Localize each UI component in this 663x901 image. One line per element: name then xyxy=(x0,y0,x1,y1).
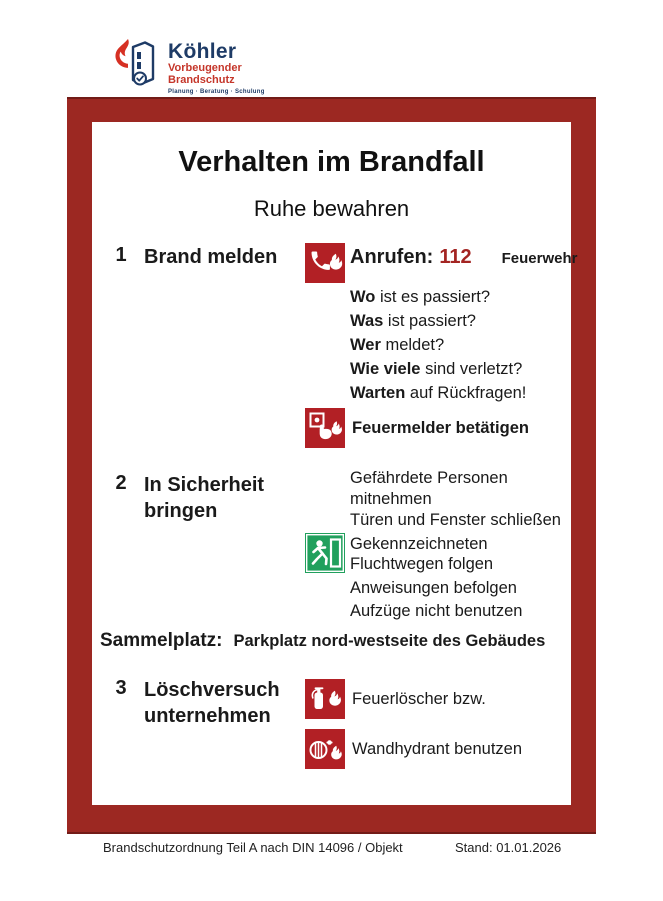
logo-text-block xyxy=(168,36,265,95)
assembly-point-label: Sammelplatz: xyxy=(100,630,223,651)
koehler-logo-icon xyxy=(113,36,163,94)
emergency-exit-icon xyxy=(305,533,345,573)
emergency-number: 112 xyxy=(439,246,472,268)
step-1-number: 1 xyxy=(115,244,127,266)
step-2-heading: In Sicherheit bringen xyxy=(144,474,265,522)
question-line: Wo ist es passiert? xyxy=(350,288,490,306)
instruction-item: Gekennzeichneten Fluchtwegen folgen xyxy=(350,534,494,573)
instruction-item: Gefährdete Personen mitnehmen xyxy=(350,469,508,508)
extinguish-instruction-1: Feuerlöscher bzw. xyxy=(352,690,486,708)
footer-document-reference: Brandschutzordnung Teil A nach DIN 14096 / Objekt xyxy=(103,840,403,855)
alarm-instruction-label: Feuermelder betätigen xyxy=(352,419,529,437)
call-label: Anrufen: xyxy=(350,246,434,268)
question-line: Was ist passiert? xyxy=(350,312,476,330)
question-line: Wer meldet? xyxy=(350,336,445,354)
poster-title: Verhalten im Brandfall xyxy=(178,146,485,178)
logo-company-name: Köhler xyxy=(168,40,237,63)
question-line: Wie viele sind verletzt? xyxy=(350,360,523,378)
instruction-item: Aufzüge nicht benutzen xyxy=(350,602,523,620)
poster-subtitle: Ruhe bewahren xyxy=(253,196,410,221)
question-line: Warten auf Rückfragen! xyxy=(350,384,527,402)
company-logo xyxy=(113,36,265,95)
poster-panel xyxy=(92,122,578,805)
logo-subtitle-line1: Vorbeugender xyxy=(168,62,242,74)
safety-instructions-list xyxy=(350,468,578,623)
logo-tagline: Planung · Beratung · Schulung xyxy=(168,89,265,95)
extinguish-instruction-2: Wandhydrant benutzen xyxy=(352,740,523,758)
emergency-questions-list xyxy=(350,288,526,408)
step-2-number: 2 xyxy=(115,472,127,494)
step-3-number: 3 xyxy=(115,677,127,699)
step-1-heading: Brand melden xyxy=(144,246,278,268)
logo-subtitle-line2: Brandschutz xyxy=(168,74,235,86)
assembly-point-value: Parkplatz nord-westseite des Gebäudes xyxy=(233,632,546,650)
assembly-point-line xyxy=(100,630,545,652)
poster-frame xyxy=(67,97,596,834)
fire-extinguisher-icon xyxy=(305,679,345,719)
instruction-item: Türen und Fenster schließen xyxy=(350,511,561,529)
call-service-label: Feuerwehr xyxy=(501,250,578,267)
instruction-item: Anweisungen befolgen xyxy=(350,578,517,597)
wall-hydrant-icon xyxy=(305,729,345,769)
emergency-call-line xyxy=(350,246,577,269)
step-3-heading: Löschversuch unternehmen xyxy=(144,679,280,727)
fire-alarm-call-point-icon xyxy=(305,408,345,448)
fire-emergency-phone-icon xyxy=(305,243,345,283)
footer-revision-date: Stand: 01.01.2026 xyxy=(455,840,562,855)
